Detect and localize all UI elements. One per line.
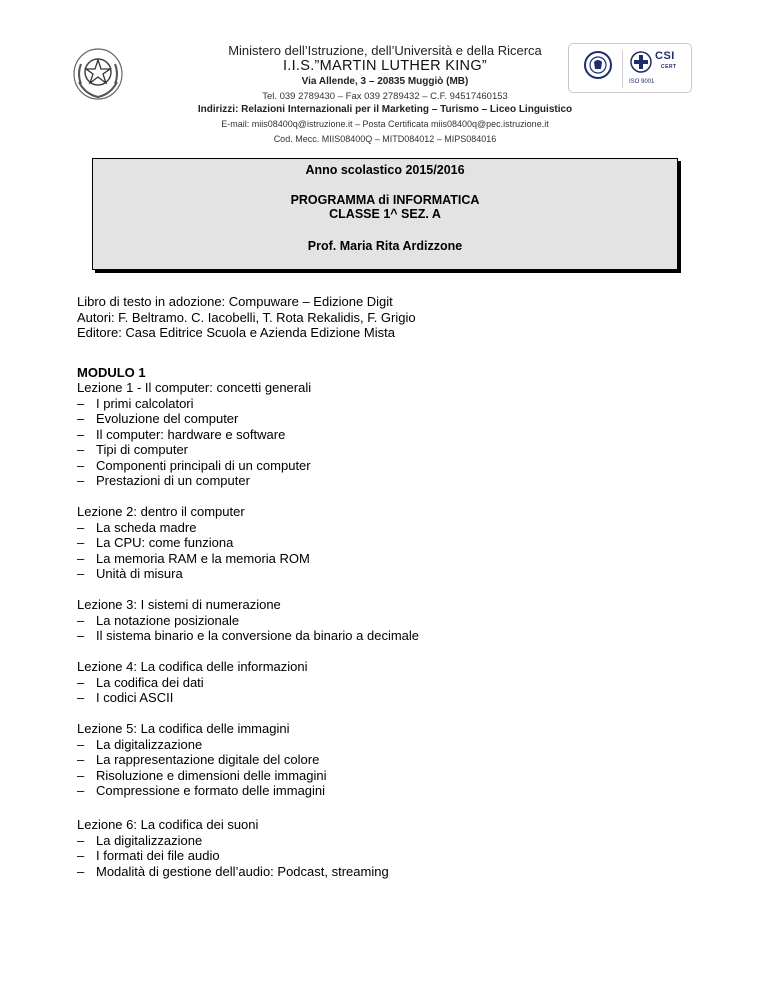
- lesson-item-text: Il computer: hardware e software: [96, 426, 286, 442]
- bullet-dash: –: [77, 783, 85, 798]
- csi-cross-icon: [629, 50, 655, 74]
- lesson-item: [77, 613, 239, 629]
- authors-line: Autori: F. Beltramo. C. Iacobelli, T. Rota Rekalidis, F. Grigio: [77, 310, 416, 325]
- class-label: CLASSE 1^ SEZ. A: [329, 207, 441, 221]
- lesson-item: [77, 675, 204, 691]
- lesson-title: Lezione 6: La codifica dei suoni: [77, 817, 259, 832]
- lesson-item-text: Modalità di gestione dell’audio: Podcast, streaming: [96, 863, 389, 879]
- bullet-dash: –: [77, 395, 85, 411]
- lesson-title: Lezione 2: dentro il computer: [77, 504, 245, 519]
- lesson-title: Lezione 3: I sistemi di numerazione: [77, 597, 281, 612]
- lesson-item-text: I primi calcolatori: [96, 395, 194, 411]
- bullet-dash: –: [77, 457, 85, 473]
- school-name: I.I.S.”MARTIN LUTHER KING”: [282, 58, 488, 74]
- lesson-item: [77, 690, 173, 706]
- bullet-dash: –: [77, 566, 85, 581]
- school-address: Via Allende, 3 – 20835 Muggiò (MB): [301, 76, 469, 87]
- lesson-item: [77, 752, 319, 768]
- cert-sub: CERT: [661, 64, 677, 70]
- lesson-item: [77, 833, 202, 849]
- lesson-title: Lezione 5: La codifica delle immagini: [77, 721, 290, 736]
- certification-logo: [568, 43, 692, 93]
- module-heading: MODULO 1: [77, 365, 146, 380]
- lesson-item-text: La CPU: come funziona: [96, 535, 234, 550]
- program-title: PROGRAMMA di INFORMATICA: [290, 193, 480, 207]
- lesson-item-text: Tipi di computer: [96, 442, 188, 457]
- lesson-item: [77, 411, 238, 427]
- lesson-item: [77, 848, 220, 864]
- lesson-item-text: La codifica dei dati: [96, 674, 204, 690]
- lesson-item-text: Compressione e formato delle immagini: [96, 783, 326, 798]
- lesson-title: Lezione 4: La codifica delle informazioni: [77, 659, 308, 674]
- lesson-item: [77, 551, 310, 567]
- bullet-dash: –: [77, 848, 85, 863]
- lesson-item-text: La rappresentazione digitale del colore: [96, 752, 320, 767]
- lesson-item: [77, 737, 202, 753]
- lesson-item: [77, 768, 327, 784]
- lesson-item: [77, 473, 250, 489]
- lesson-item-text: La digitalizzazione: [96, 832, 203, 848]
- lesson-item-text: La memoria RAM e la memoria ROM: [96, 550, 310, 566]
- lesson-item-text: I formati dei file audio: [96, 848, 220, 863]
- textbook-line: Libro di testo in adozione: Compuware – Edizione Digit: [77, 294, 393, 309]
- lesson-item: [77, 628, 419, 644]
- lesson-item: [77, 427, 285, 443]
- bullet-dash: –: [77, 628, 85, 643]
- lesson-item-text: La scheda madre: [96, 519, 197, 535]
- school-email: E-mail: miis08400q@istruzione.it – Posta Certificata miis08400q@pec.istruzione.it: [221, 119, 549, 129]
- bullet-dash: –: [77, 832, 85, 848]
- lesson-item-text: I codici ASCII: [96, 690, 174, 705]
- cert-name: CSI: [655, 50, 675, 62]
- bullet-dash: –: [77, 550, 85, 566]
- seal-icon: [583, 50, 613, 80]
- publisher-line: Editore: Casa Editrice Scuola e Azienda Edizione Mista: [77, 325, 395, 340]
- bullet-dash: –: [77, 426, 85, 442]
- lesson-item-text: Componenti principali di un computer: [96, 457, 311, 473]
- bullet-dash: –: [77, 535, 85, 550]
- bullet-dash: –: [77, 752, 85, 767]
- school-indirizzi: Indirizzi: Relazioni Internazionali per il Marketing – Turismo – Liceo Linguistico: [197, 104, 573, 115]
- ministry-line: Ministero dell’Istruzione, dell’Università e della Ricerca: [228, 43, 542, 58]
- bullet-dash: –: [77, 473, 85, 488]
- lesson-item-text: Unità di misura: [96, 566, 183, 581]
- lesson-item: [77, 396, 194, 412]
- lesson-item: [77, 535, 233, 551]
- lesson-item: [77, 458, 311, 474]
- lesson-item-text: La digitalizzazione: [96, 736, 203, 752]
- teacher-name: Prof. Maria Rita Ardizzone: [307, 239, 463, 253]
- lesson-item-text: La notazione posizionale: [96, 612, 240, 628]
- bullet-dash: –: [77, 612, 85, 628]
- bullet-dash: –: [77, 690, 85, 705]
- lesson-item: [77, 442, 188, 458]
- republic-emblem-icon: [71, 42, 125, 102]
- bullet-dash: –: [77, 674, 85, 690]
- bullet-dash: –: [77, 519, 85, 535]
- school-year: Anno scolastico 2015/2016: [305, 163, 465, 177]
- lesson-item: [77, 783, 325, 799]
- title-box: [92, 158, 678, 270]
- cert-divider: [622, 50, 623, 88]
- school-codes: Cod. Mecc. MIIS08400Q – MITD084012 – MIPS084016: [273, 134, 497, 144]
- lesson-item: [77, 520, 196, 536]
- bullet-dash: –: [77, 863, 85, 879]
- bullet-dash: –: [77, 767, 85, 783]
- school-phone: Tel. 039 2789430 – Fax 039 2789432 – C.F. 94517460153: [262, 91, 508, 102]
- lesson-item-text: Risoluzione e dimensioni delle immagini: [96, 767, 327, 783]
- lesson-item: [77, 864, 389, 880]
- bullet-dash: –: [77, 442, 85, 457]
- lesson-item-text: Evoluzione del computer: [96, 411, 239, 426]
- lesson-item-text: Prestazioni di un computer: [96, 473, 250, 488]
- cert-iso: ISO 9001: [629, 79, 655, 85]
- lesson-title: Lezione 1 - Il computer: concetti generali: [77, 380, 312, 395]
- bullet-dash: –: [77, 411, 85, 426]
- lesson-item-text: Il sistema binario e la conversione da binario a decimale: [96, 628, 420, 643]
- lesson-item: [77, 566, 183, 582]
- bullet-dash: –: [77, 736, 85, 752]
